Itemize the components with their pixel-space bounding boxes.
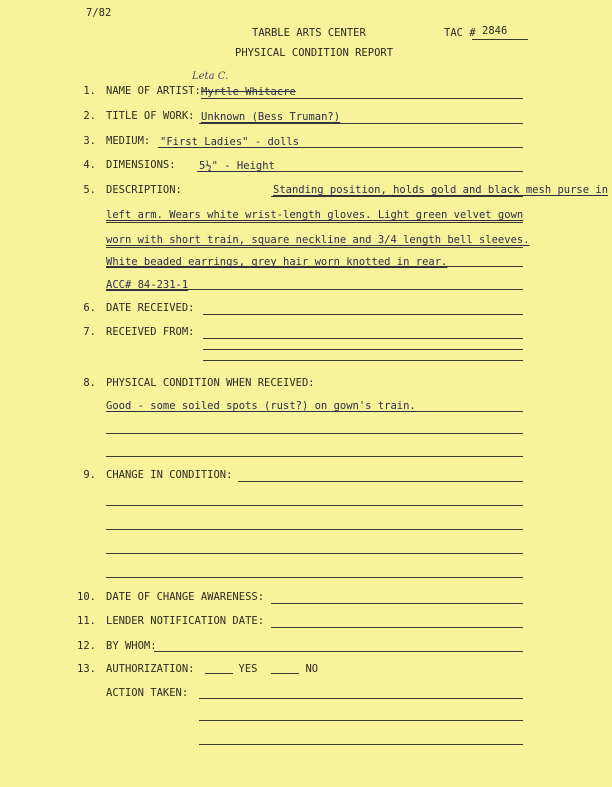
- field-number: 6.: [83, 302, 96, 314]
- change-awareness-line[interactable]: [271, 603, 523, 604]
- received-from-line[interactable]: [203, 360, 523, 361]
- field-number: 2.: [83, 110, 96, 122]
- document-date: 7/82: [86, 7, 112, 19]
- description-line-1: Standing position, holds gold and black mesh purse in: [273, 184, 609, 196]
- description-line-3: worn with short train, square neckline and 3/4 length bell sleeves.: [106, 234, 530, 246]
- field-number: 12.: [77, 640, 96, 652]
- no-blank[interactable]: [271, 673, 299, 674]
- lender-notification-label: LENDER NOTIFICATION DATE:: [106, 615, 265, 627]
- yes-blank[interactable]: [205, 673, 233, 674]
- artist-name-line: [201, 98, 523, 99]
- field-number: 5.: [83, 184, 96, 196]
- field-number: 10.: [77, 591, 96, 603]
- title-of-work-value: Unknown (Bess Truman?): [201, 111, 341, 123]
- field-number: 4.: [83, 159, 96, 171]
- accession-number: ACC# 84-231-1: [106, 279, 189, 291]
- artist-name-label: NAME OF ARTIST:: [106, 85, 201, 97]
- description-line: [106, 247, 523, 248]
- condition-received-value: Good - some soiled spots (rust?) on gown's train.: [106, 400, 416, 412]
- organization-name: TARBLE ARTS CENTER: [252, 27, 366, 39]
- tac-number: 2846: [482, 25, 508, 37]
- field-number: 9.: [83, 469, 96, 481]
- action-taken-line[interactable]: [199, 698, 523, 699]
- change-awareness-label: DATE OF CHANGE AWARENESS:: [106, 591, 265, 603]
- condition-received-label: PHYSICAL CONDITION WHEN RECEIVED:: [106, 377, 315, 389]
- description-label: DESCRIPTION:: [106, 184, 182, 196]
- description-line-2: left arm. Wears white wrist-length gloves. Light green velvet gown: [106, 209, 524, 221]
- action-taken-line[interactable]: [199, 720, 523, 721]
- handwritten-annotation: Leta C.: [192, 71, 229, 82]
- change-in-condition-line[interactable]: [106, 529, 523, 530]
- title-of-work-label: TITLE OF WORK:: [106, 110, 195, 122]
- yes-option: YES: [238, 663, 258, 675]
- action-taken-line[interactable]: [199, 744, 523, 745]
- change-in-condition-label: CHANGE IN CONDITION:: [106, 469, 233, 481]
- description-line-4: White beaded earrings, grey hair worn knotted in rear.: [106, 256, 448, 268]
- condition-received-line[interactable]: [106, 456, 523, 457]
- field-number: 8.: [83, 377, 96, 389]
- field-number: 1.: [83, 85, 96, 97]
- no-option: NO: [305, 663, 319, 675]
- dimensions-value: 5½" - Height: [199, 160, 275, 172]
- date-received-line[interactable]: [203, 314, 523, 315]
- date-received-label: DATE RECEIVED:: [106, 302, 195, 314]
- title-of-work-line: [199, 123, 523, 124]
- by-whom-label: BY WHOM:: [106, 640, 157, 652]
- authorization-label: AUTHORIZATION:: [106, 663, 195, 675]
- description-line: [106, 222, 523, 223]
- field-number: 3.: [83, 135, 96, 147]
- medium-label: MEDIUM:: [106, 135, 151, 147]
- report-title: PHYSICAL CONDITION REPORT: [235, 47, 394, 59]
- by-whom-line[interactable]: [154, 651, 523, 652]
- field-number: 13.: [77, 663, 96, 675]
- authorization-row: [106, 663, 318, 675]
- condition-received-line[interactable]: [106, 433, 523, 434]
- tac-number-line: [472, 39, 528, 40]
- field-number: 11.: [77, 615, 96, 627]
- medium-value: "First Ladies" - dolls: [160, 136, 300, 148]
- field-number: 7.: [83, 326, 96, 338]
- change-in-condition-line[interactable]: [106, 577, 523, 578]
- received-from-line[interactable]: [203, 338, 523, 339]
- tac-label: TAC #: [444, 27, 476, 39]
- change-in-condition-line[interactable]: [238, 481, 523, 482]
- description-line: [271, 196, 523, 197]
- artist-name-value: Myrtle Whitacre: [201, 86, 296, 98]
- lender-notification-line[interactable]: [271, 627, 523, 628]
- change-in-condition-line[interactable]: [106, 505, 523, 506]
- change-in-condition-line[interactable]: [106, 553, 523, 554]
- received-from-line[interactable]: [203, 349, 523, 350]
- dimensions-label: DIMENSIONS:: [106, 159, 176, 171]
- received-from-label: RECEIVED FROM:: [106, 326, 195, 338]
- action-taken-label: ACTION TAKEN:: [106, 687, 189, 699]
